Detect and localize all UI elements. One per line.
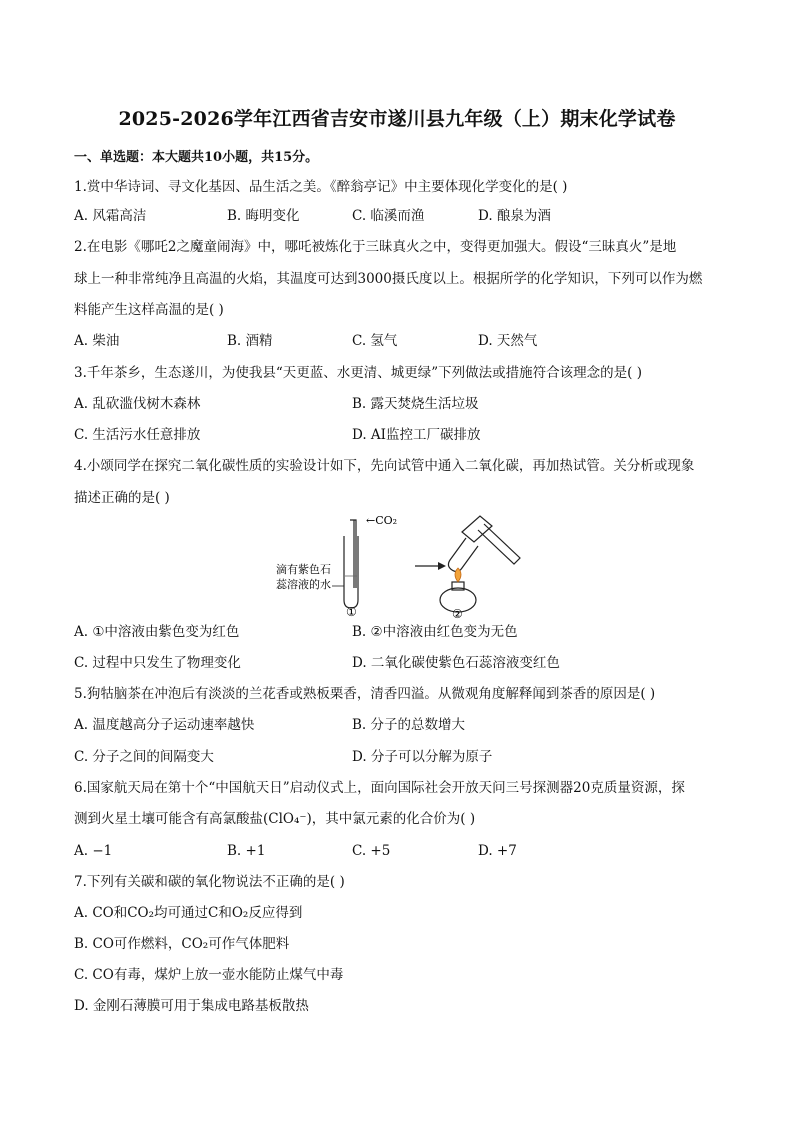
question-4-stem-line-2: 描述正确的是( ) [74, 490, 170, 506]
q1-option-d[interactable]: D. 酿泉为酒 [478, 208, 551, 224]
experiment-diagram [270, 508, 530, 620]
q6-option-b[interactable]: B. +1 [227, 843, 266, 859]
q3-option-b[interactable]: B. 露天焚烧生活垃圾 [352, 396, 479, 412]
question-2-stem-line-2: 球上一种非常纯净且高温的火焰，其温度可达到3000摄氏度以上。根据所学的化学知识，下列可以作为燃 [74, 271, 703, 287]
tube-holder [462, 516, 492, 542]
q2-option-c[interactable]: C. 氢气 [352, 333, 398, 349]
q4-option-b[interactable]: B. ②中溶液由红色变为无色 [352, 624, 518, 640]
q7-option-a[interactable]: A. CO和CO₂均可通过C和O₂反应得到 [74, 905, 303, 921]
q7-option-c[interactable]: C. CO有毒，煤炉上放一壶水能防止煤气中毒 [74, 967, 344, 983]
tube-number-label: ① [346, 605, 357, 619]
q1-option-b[interactable]: B. 晦明变化 [227, 208, 300, 224]
q7-option-d[interactable]: D. 金刚石薄膜可用于集成电路基板散热 [74, 998, 309, 1014]
q7-option-b[interactable]: B. CO可作燃料，CO₂可作气体肥料 [74, 936, 290, 952]
q1-option-a[interactable]: A. 风霜高洁 [74, 208, 147, 224]
q6-option-a[interactable]: A. −1 [74, 843, 113, 859]
co2-label: ←CO₂ [366, 514, 398, 527]
question-5-stem: 5.狗牯脑茶在冲泡后有淡淡的兰花香或熟板栗香，清香四溢。从微观角度解释闻到茶香的原因是( ) [74, 686, 656, 702]
q4-option-d[interactable]: D. 二氧化碳使紫色石蕊溶液变红色 [352, 655, 560, 671]
heating-number-label: ② [452, 607, 463, 620]
q5-option-d[interactable]: D. 分子可以分解为原子 [352, 749, 493, 765]
question-1-stem: 1.赏中华诗词、寻文化基因、品生活之美。《醉翁亭记》中主要体现化学变化的是( ) [74, 179, 568, 195]
question-4-stem-line-1: 4.小颂同学在探究二氧化碳性质的实验设计如下，先向试管中通入二氧化碳，再加热试管。关分析或现象 [74, 458, 695, 474]
liquid-label-2: 蕊溶液的水 [276, 578, 331, 591]
liquid-label-1: 滴有紫色石 [276, 563, 331, 576]
q4-option-a[interactable]: A. ①中溶液由紫色变为红色 [74, 624, 240, 640]
q3-option-a[interactable]: A. 乱砍滥伐树木森林 [74, 396, 201, 412]
question-6-stem-line-1: 6.国家航天局在第十个“中国航天日”启动仪式上，面向国际社会开放天问三号探测器20克质量资源，探 [74, 780, 685, 796]
gas-delivery-tube [350, 520, 356, 588]
question-3-stem: 3.千年茶乡，生态遂川，为使我县“天更蓝、水更清、城更绿”下列做法或措施符合该理念的是( ) [74, 365, 643, 381]
flame-icon [455, 568, 461, 582]
q2-option-b[interactable]: B. 酒精 [227, 333, 273, 349]
q5-option-a[interactable]: A. 温度越高分子运动速率越快 [74, 717, 255, 733]
q4-option-c[interactable]: C. 过程中只发生了物理变化 [74, 655, 241, 671]
question-2-stem-line-3: 料能产生这样高温的是( ) [74, 302, 224, 318]
q2-option-a[interactable]: A. 柴油 [74, 333, 120, 349]
q3-option-c[interactable]: C. 生活污水任意排放 [74, 427, 201, 443]
q6-option-d[interactable]: D. +7 [478, 843, 517, 859]
question-2-stem-line-1: 2.在电影《哪吒2之魔童闹海》中，哪吒被炼化于三昧真火之中，变得更加强大。假设“三昧真火”是地 [74, 239, 677, 255]
q1-option-c[interactable]: C. 临溪而渔 [352, 208, 425, 224]
test-tube-2 [448, 538, 478, 572]
section-heading: 一、单选题：本大题共10小题，共15分。 [74, 150, 319, 165]
co2-experiment-figure [270, 508, 530, 620]
q5-option-b[interactable]: B. 分子的总数增大 [352, 717, 466, 733]
exam-title: 2025-2026学年江西省吉安市遂川县九年级（上）期末化学试卷 [118, 108, 676, 130]
question-7-stem: 7.下列有关碳和碳的氧化物说法不正确的是( ) [74, 874, 345, 890]
q2-option-d[interactable]: D. 天然气 [478, 333, 538, 349]
question-6-stem-line-2: 测到火星土壤可能含有高氯酸盐(ClO₄⁻)，其中氯元素的化合价为( ) [74, 811, 476, 827]
q3-option-d[interactable]: D. AI监控工厂碳排放 [352, 427, 481, 443]
q5-option-c[interactable]: C. 分子之间的间隔变大 [74, 749, 214, 765]
q6-option-c[interactable]: C. +5 [352, 843, 391, 859]
